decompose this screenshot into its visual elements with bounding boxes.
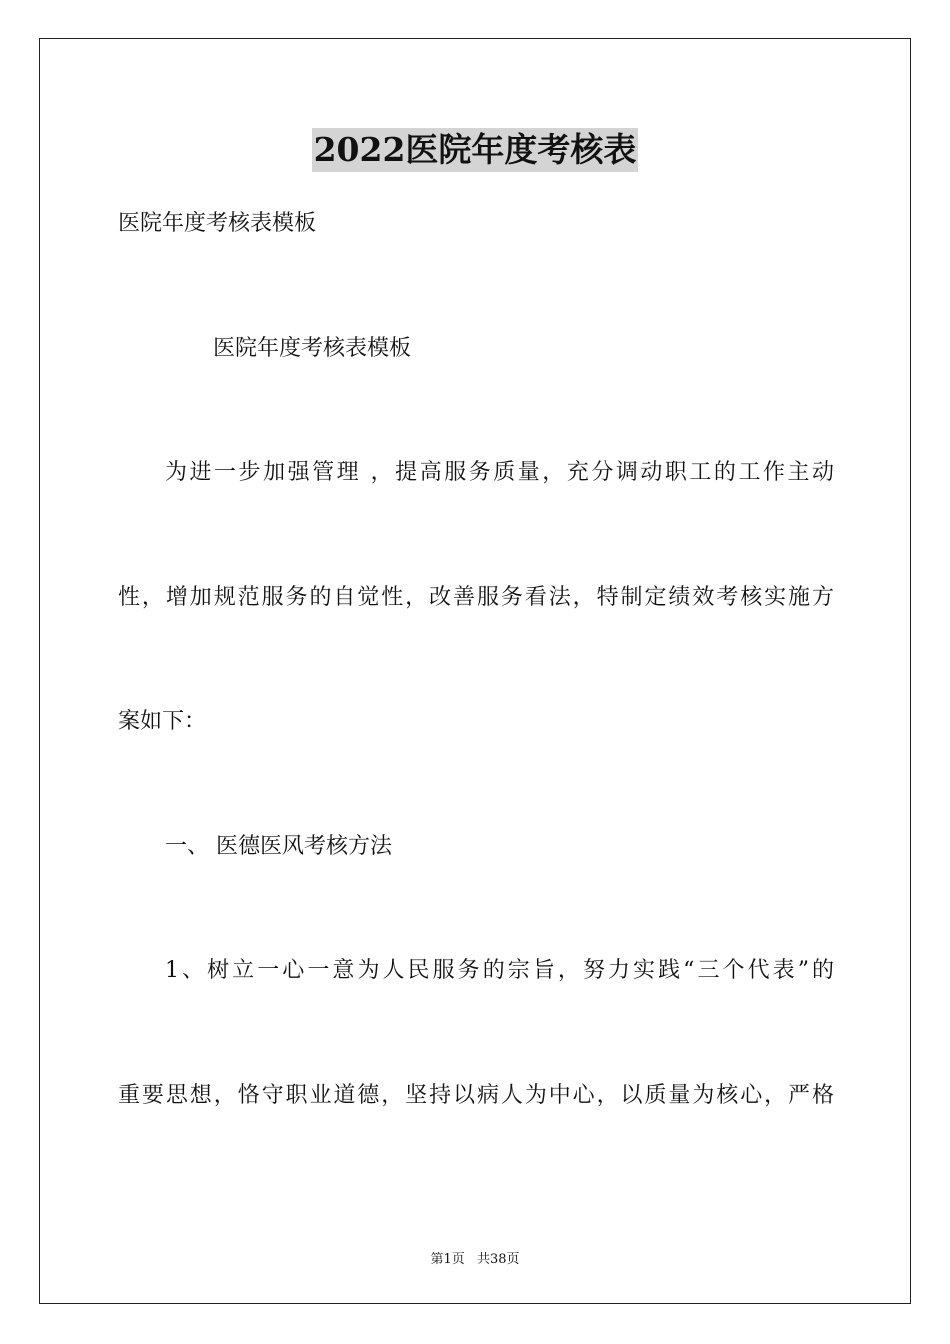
item-1-line-1: 1、树立一心一意为人民服务的宗旨，努力实践“三个代表”的 (165, 958, 834, 983)
page-total: 共38页 (476, 1252, 520, 1267)
document-title: 2022医院年度考核表 (312, 128, 639, 172)
paragraph-1-line-3: 案如下： (118, 709, 207, 734)
item-1-line-2: 重要思想，恪守职业道德，坚持以病人为中心，以质量为核心，严格 (118, 1083, 834, 1108)
section-1-heading: 一、 医德医风考核方法 (165, 834, 392, 859)
paragraph-1-line-2: 性，增加规范服务的自觉性，改善服务看法，特制定绩效考核实施方 (118, 585, 834, 610)
page-footer (0, 1248, 950, 1267)
section-heading: 医院年度考核表模板 (213, 336, 412, 361)
paragraph-1-line-1: 为进一步加强管理 ，提高服务质量，充分调动职工的工作主动 (165, 460, 834, 485)
document-title-wrap (0, 128, 950, 172)
document-subtitle: 医院年度考核表模板 (118, 211, 317, 236)
page-number: 第1页 (430, 1252, 465, 1267)
